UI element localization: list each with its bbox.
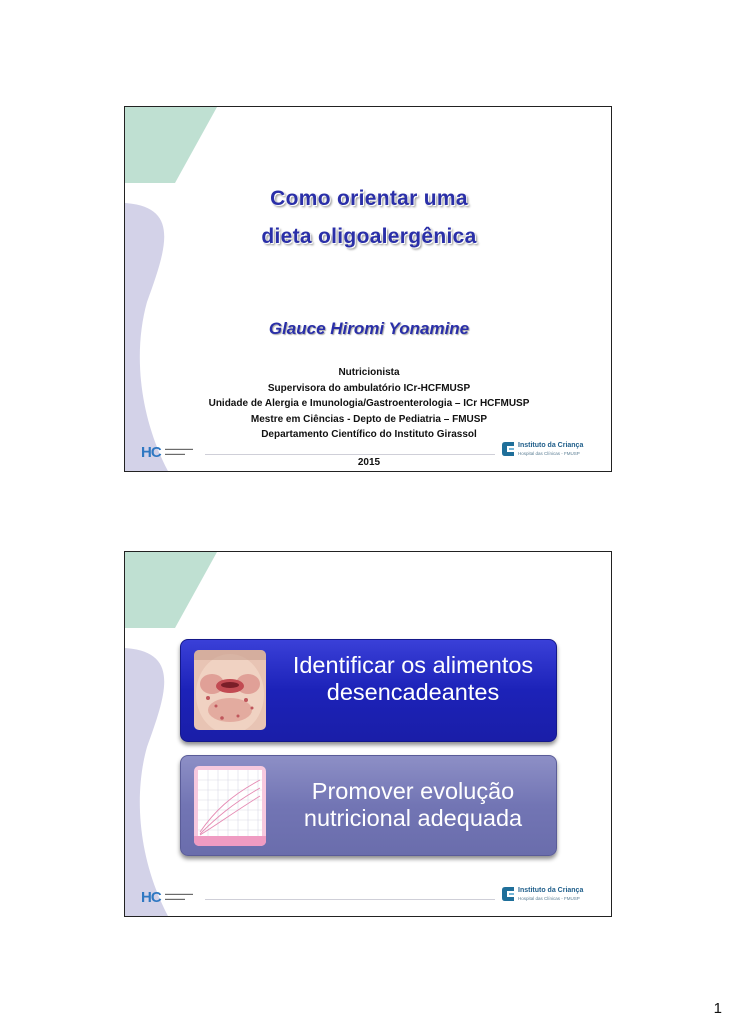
objective-text-promote: Promover evolução nutricional adequada bbox=[303, 778, 523, 831]
slide-objectives bbox=[124, 551, 612, 917]
hc-logo bbox=[141, 889, 203, 907]
instituto-crianca-sub: Hospital das Clínicas - FMUSP bbox=[518, 896, 580, 901]
credential-line: Mestre em Ciências - Depto de Pediatria – FMUSP bbox=[250, 413, 488, 425]
objective-box-identify bbox=[180, 639, 557, 742]
objective-text-identify: Identificar os alimentos desencadeantes bbox=[292, 652, 534, 705]
page-number: 1 bbox=[713, 1000, 722, 1017]
credential-line: Departamento Científico do Instituto Girassol bbox=[261, 429, 477, 440]
child-face-photo bbox=[194, 650, 266, 730]
author-name: Glauce Hiromi Yonamine bbox=[268, 319, 470, 338]
hc-logo-text-decoration: ▬▬▬▬▬▬▬ ▬▬▬▬▬ bbox=[165, 891, 193, 901]
slide-title-line-2: dieta oligoalergênica bbox=[261, 225, 477, 248]
instituto-crianca-sub: Hospital das Clínicas - FMUSP bbox=[518, 451, 580, 456]
credential-line: Nutricionista bbox=[338, 367, 400, 378]
hc-logo-mark: HC bbox=[141, 889, 161, 906]
slide-title-line-1: Como orientar uma bbox=[270, 187, 468, 210]
instituto-crianca-name: Instituto da Criança bbox=[518, 442, 584, 449]
footer-divider bbox=[205, 454, 495, 455]
year: 2015 bbox=[357, 457, 381, 468]
instituto-crianca-name: Instituto da Criança bbox=[518, 887, 584, 894]
credential-line: Unidade de Alergia e Imunologia/Gastroenterologia – ICr HCFMUSP bbox=[208, 398, 530, 409]
footer-divider bbox=[205, 899, 495, 900]
slide-title bbox=[124, 106, 612, 472]
instituto-crianca-icon bbox=[501, 441, 515, 457]
credentials bbox=[125, 365, 612, 443]
objective-box-promote bbox=[180, 755, 557, 856]
credential-line: Supervisora do ambulatório ICr-HCFMUSP bbox=[267, 382, 471, 394]
instituto-crianca-icon bbox=[501, 886, 515, 902]
hc-logo-text-decoration: ▬▬▬▬▬▬▬ ▬▬▬▬▬ bbox=[165, 446, 193, 456]
instituto-crianca-logo bbox=[501, 885, 583, 905]
growth-chart-image bbox=[194, 766, 266, 846]
hc-logo-mark: HC bbox=[141, 444, 161, 461]
